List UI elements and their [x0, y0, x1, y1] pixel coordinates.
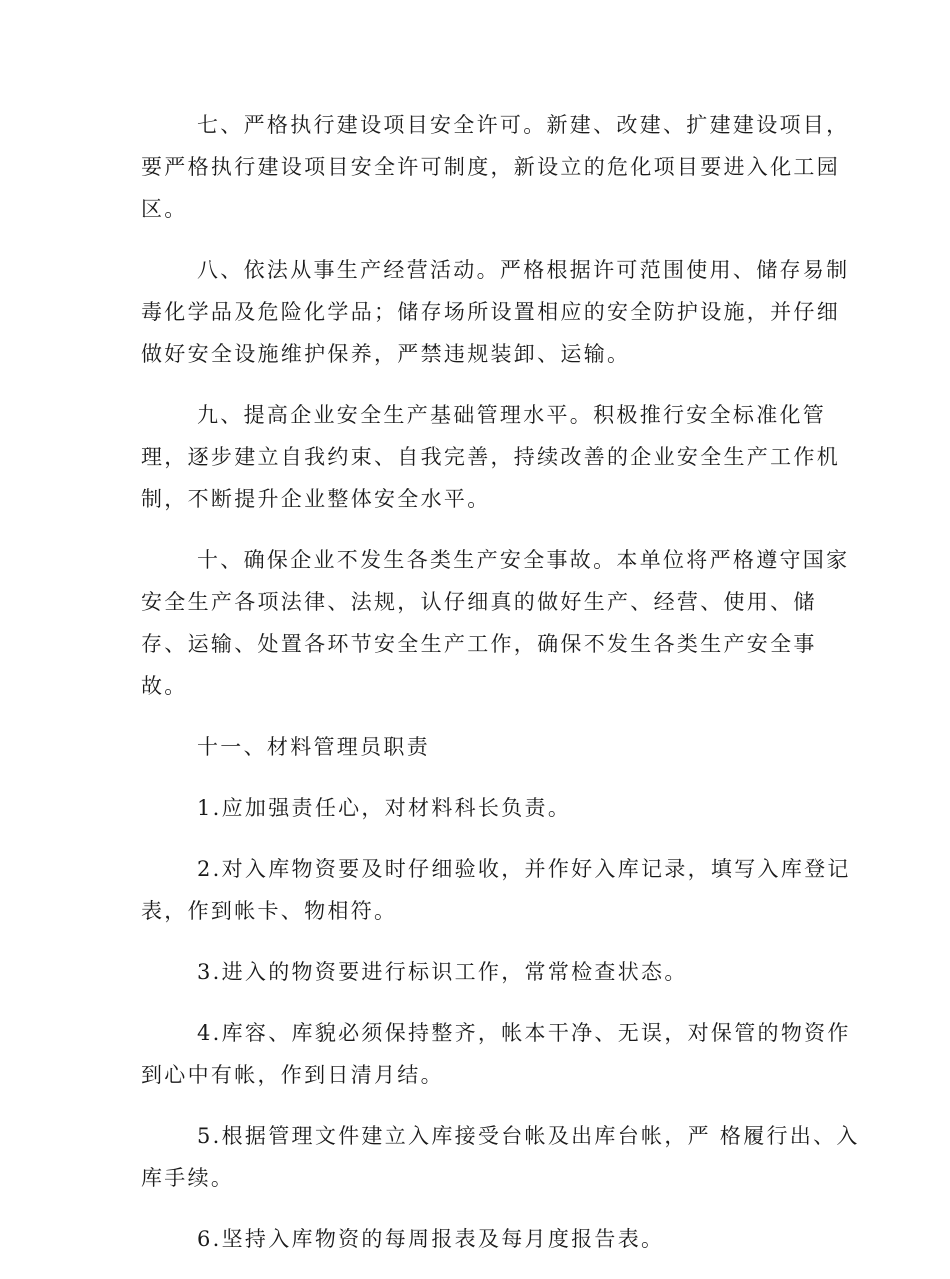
- paragraph-10: [141, 539, 850, 707]
- text-line: 故。: [141, 674, 188, 698]
- text-line: 6.坚持入库物资的每周报表及每月度报告表。: [197, 1227, 665, 1251]
- text-line: 5.根据管理文件建立入库接受台帐及出库台帐，严 格履行出、入: [197, 1124, 860, 1148]
- section-heading-materials-manager: [141, 726, 813, 768]
- paragraph-9: [141, 394, 840, 520]
- text-line: 制，不断提升企业整体安全水平。: [141, 487, 491, 511]
- list-item-1: [141, 787, 813, 829]
- text-line: 毒化学品及危险化学品；储存场所设置相应的安全防护设施，并仔细: [141, 300, 840, 324]
- text-line: 区。: [141, 197, 188, 221]
- text-line: 1.应加强责任心，对材料科长负责。: [197, 796, 572, 820]
- list-item-6: [141, 1218, 813, 1260]
- paragraph-8: [141, 249, 850, 375]
- text-line: 2.对入库物资要及时仔细验收，并作好入库记录，填写入库登记: [197, 857, 851, 881]
- list-item-3: [141, 951, 813, 993]
- paragraph-7: [141, 104, 850, 230]
- text-line: 要严格执行建设项目安全许可制度，新设立的危化项目要进入化工园: [141, 155, 840, 179]
- list-item-5: [141, 1115, 860, 1199]
- text-line: 到心中有帐，作到日清月结。: [141, 1063, 444, 1087]
- text-line: 十、确保企业不发生各类生产安全事故。本单位将严格遵守国家: [197, 548, 850, 572]
- list-item-4: [141, 1012, 851, 1096]
- text-line: 3.进入的物资要进行标识工作，常常检查状态。: [197, 960, 688, 984]
- text-line: 十一、材料管理员职责: [197, 735, 430, 759]
- text-line: 做好安全设施维护保养，严禁违规装卸、运输。: [141, 342, 631, 366]
- text-line: 理，逐步建立自我约束、自我完善，持续改善的企业安全生产工作机: [141, 445, 840, 469]
- text-line: 八、依法从事生产经营活动。严格根据许可范围使用、储存易制: [197, 258, 850, 282]
- text-line: 库手续。: [141, 1166, 235, 1190]
- text-line: 九、提高企业安全生产基础管理水平。积极推行安全标准化管: [197, 403, 827, 427]
- list-item-2: [141, 848, 851, 932]
- text-line: 存、运输、处置各环节安全生产工作，确保不发生各类生产安全事: [141, 632, 817, 656]
- document-page: [141, 104, 860, 1279]
- text-line: 表，作到帐卡、物相符。: [141, 899, 398, 923]
- text-line: 七、严格执行建设项目安全许可。新建、改建、扩建建设项目，: [197, 113, 850, 137]
- text-line: 4.库容、库貌必须保持整齐，帐本干净、无误，对保管的物资作: [197, 1021, 851, 1045]
- text-line: 安全生产各项法律、法规，认仔细真的做好生产、经营、使用、储: [141, 590, 817, 614]
